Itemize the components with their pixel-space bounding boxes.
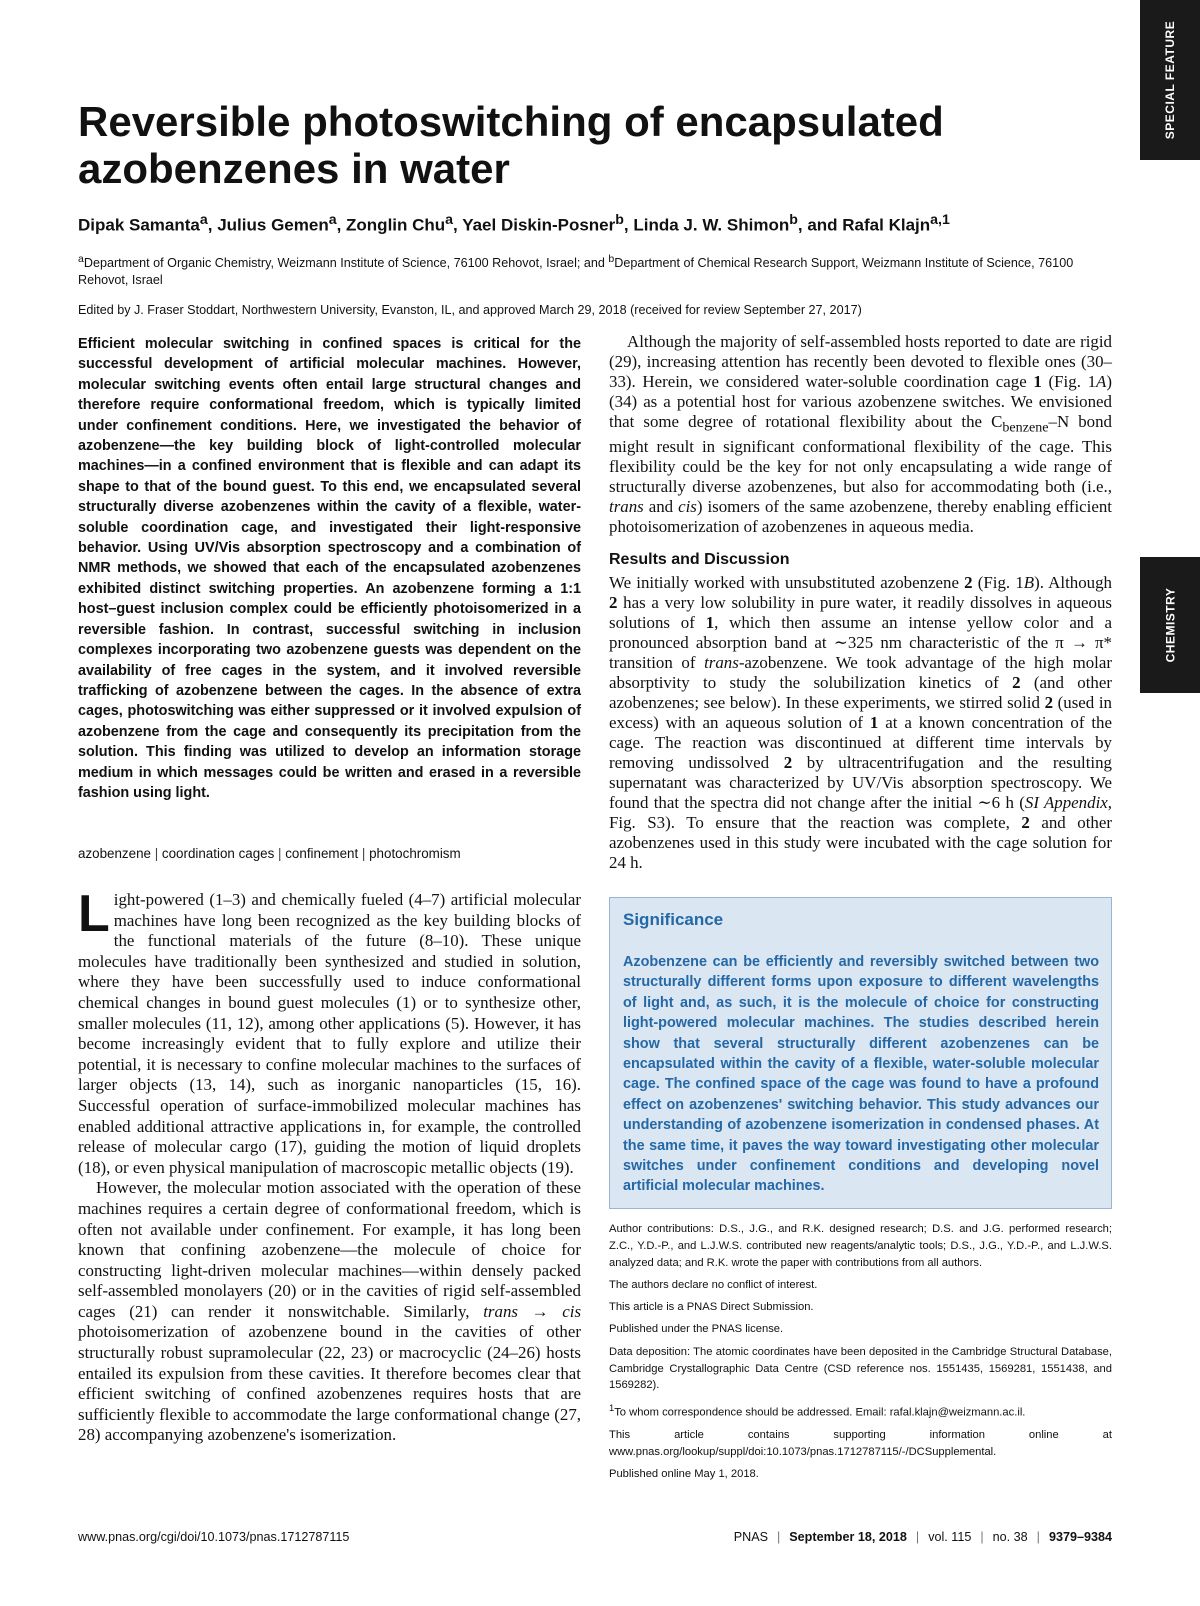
chemistry-tab — [1140, 557, 1200, 693]
affiliation-a: Department of Organic Chemistry, Weizmann Institute of Science, 76100 Rehovot, Israel; and — [83, 256, 609, 271]
subscript: benzene — [1002, 419, 1049, 436]
text-run: by ultracentrifugation and the resulting supernatant was characterized by UV/Vis absorption spectroscopy. We found that the spectra did not change after the initial ∼6 h ( — [609, 753, 1113, 813]
keyword: coordination cages — [161, 846, 275, 861]
text-run: (and other azobenzenes; see below). In these experiments, we stirred solid — [609, 673, 1112, 713]
figure-panel-ref: B — [1023, 573, 1035, 593]
compound-number: 2 — [1012, 673, 1021, 693]
keyword: azobenzene — [78, 846, 151, 861]
footer-separator: | — [1036, 1530, 1040, 1544]
author-affiliation-mark: b — [789, 212, 798, 228]
keyword-separator: | — [274, 846, 286, 861]
affiliations — [78, 251, 1118, 289]
text-run: , Fig. S3). To ensure that the reaction was complete, — [609, 793, 1112, 833]
author-name: Linda J. W. Shimon — [633, 215, 790, 235]
footer-volume: vol. 115 — [928, 1530, 972, 1544]
trans-italic: trans — [704, 653, 739, 673]
special-feature-label: SPECIAL FEATURE — [1163, 20, 1177, 140]
footer-journal: PNAS — [733, 1530, 768, 1544]
correspondence-text: To whom correspondence should be addressed. Email: rafal.klajn@weizmann.ac.il. — [614, 1406, 1026, 1419]
author-name: Julius Gemen — [217, 215, 329, 235]
right-column-text — [609, 332, 1112, 873]
author-name: Dipak Samanta — [78, 215, 200, 235]
text-run: We initially worked with unsubstituted azobenzene — [609, 573, 965, 593]
text-run: (used in excess) with an aqueous solution of — [609, 693, 1113, 733]
author-name: Zonglin Chu — [346, 215, 446, 235]
keywords — [78, 846, 581, 861]
text-run: and other azobenzenes used in this study were incubated with the cage solution for 24 h. — [609, 813, 1112, 873]
footer-citation — [734, 1530, 1112, 1544]
text-run: and — [643, 497, 679, 517]
intro-paragraph-1-text: ight-powered (1–3) and chemically fueled (4–7) artificial molecular machines have long been recognized as the key building blocks of the functional materials of the future (8–10). These unique molecules have traditionally been synthesized and studied in solution, where they have been successfully used to induce conformational chemical changes in bound guest molecules (1) or to synthesize other, smaller molecules (11, 12), among other applications (5). However, it has become increasingly evident that to fully explore and utilize their potential, it is necessary to confine molecular machines to the surfaces of larger objects (13, 14), such as inorganic nanoparticles (15, 16). Successful operation of surface-immobilized molecular machines has enabled additional attractive applications in, for example, the controlled release of molecular cargo (17), guiding the motion of liquid droplets (18), or even physical manipulation of macroscopic metallic objects (19). — [78, 890, 581, 1177]
affiliation-mark-b: b — [608, 253, 615, 265]
compound-number: 1 — [1033, 372, 1042, 391]
compound-number: 1 — [869, 713, 879, 733]
footer-separator: | — [777, 1530, 781, 1544]
cis-italic: cis — [562, 1301, 582, 1321]
supporting-info-note: This article contains supporting information online at www.pnas.org/lookup/suppl/doi:10.1073/pnas.1712787115/-/DCSupplemental. — [609, 1428, 1112, 1458]
conflict-statement: The authors declare no conflict of interest. — [609, 1278, 818, 1291]
special-feature-tab — [1140, 0, 1200, 160]
text-run: (Fig. 1 — [972, 573, 1024, 593]
data-deposition: Data deposition: The atomic coordinates have been deposited in the Cambridge Structural Database, Cambridge Crystallographic Data Centre (CSD reference nos. 1551435, 1569281, 1551438, and 1569282). — [609, 1345, 1112, 1392]
text-run: –N bond might result in significant conformational flexibility of the cage. This flexibility could be the key for not only encapsulating a wide range of structurally diverse azobenzenes, but also for accommodating both (i.e., — [609, 412, 1112, 497]
text-run: However, the molecular motion associated with the operation of these machines requires a certain degree of conformational freedom, which is often not available under confinement. For example, it has long been known that confining azobenzene—the molecule of choice for constructing light-driven molecular machines—within densely packed self-assembled monolayers (20) or in the cavities of rigid self-assembled cages (21) can render it nonswitchable. Similarly, — [78, 1178, 581, 1321]
affiliation-b: Department of Chemical Research Support, Weizmann Institute of Science, 76100 Rehovot, Israel — [78, 256, 1074, 288]
footer-separator: | — [980, 1530, 984, 1544]
author-affiliation-mark: a — [328, 212, 337, 228]
title-line-2: azobenzenes in water — [78, 145, 510, 192]
right-paragraph-2 — [609, 573, 1112, 873]
text-run: at a known concentration of the cage. The reaction was discontinued at different time intervals by removing undissolved — [609, 713, 1112, 773]
author-contributions: Author contributions: D.S., J.G., and R.K. designed research; D.S. and J.G. performed research; Z.C., Y.D.-P., and L.J.W.S. contributed new reagents/analytic tools; D.S., J.G., Y.D.-P., and L.J.W.S. analyzed data; and R.K. wrote the paper with contributions from all authors. — [609, 1223, 1112, 1269]
footer-doi: www.pnas.org/cgi/doi/10.1073/pnas.1712787115 — [78, 1530, 350, 1544]
significance-text: Azobenzene can be efficiently and reversibly switched between two structurally different forms upon exposure to different wavelengths of light and, as such, it is the molecule of choice for constructing light-powered molecular machines. The studies described herein show that several structurally different azobenzenes can be encapsulated within the cavity of a flexible, water-soluble molecular cage. The confined space of the cage was found to have a profound effect on azobenzenes' switching behavior. This study advances our understanding of azobenzene isomerization in condensed phases. At the same time, it paves the way toward investigating other molecular switches under confinement conditions and developing novel artificial molecular machines. — [623, 954, 1099, 1195]
text-run: ) isomers of the same azobenzene, thereby enabling efficient photoisomerization of azobenzenes in aqueous media. — [609, 497, 1112, 537]
abstract: Efficient molecular switching in confined spaces is critical for the successful development of artificial molecular machines. However, molecular switching events often entail large structural changes and therefore require conformational freedom, which is typically limited under confinement conditions. Here, we investigated the behavior of azobenzene—the key building block of light-controlled molecular machines—in a confined environment that is flexible and can adapt its shape to that of the bound guest. To this end, we encapsulated several structurally diverse azobenzenes within the cavity of a flexible, water-soluble coordination cage, and investigated their light-responsive behavior. Using UV/Vis absorption spectroscopy and a combination of NMR methods, we showed that each of the encapsulated azobenzenes exhibited distinct switching properties. An azobenzene forming a 1:1 host–guest inclusion complex could be efficiently photoisomerized in a reversible fashion. In contrast, successful switching in inclusion complexes incorporating two azobenzene guests was dependent on the availability of free cages in the system, and it involved reversible trafficking of azobenzene between the cages. In the absence of extra cages, photoswitching was either suppressed or it involved expulsion of azobenzene from the cage and consequently its precipitation from the solution. This finding was utilized to develop an information storage medium in which messages could be written and erased in a reversible fashion using light. — [78, 336, 581, 801]
text-run: Although the majority of self-assembled hosts reported to date are rigid (29), increasing attention has recently been devoted to flexible ones (30–33). Herein, we considered water-soluble coordination cage — [609, 332, 1112, 391]
published-online-note: Published online May 1, 2018. — [609, 1467, 759, 1480]
cis-italic: cis — [678, 497, 697, 517]
significance-heading: Significance — [623, 910, 724, 929]
footer-number: no. 38 — [992, 1530, 1028, 1544]
compound-number: 2 — [783, 753, 793, 773]
author-name: Rafal Klajn — [842, 215, 931, 235]
author-separator: , — [336, 215, 347, 235]
author-affiliation-mark: a,1 — [930, 212, 950, 228]
keyword-separator: | — [358, 846, 370, 861]
keyword: photochromism — [369, 846, 461, 861]
trans-italic: trans — [483, 1301, 518, 1321]
footer-pages: 9379–9384 — [1048, 1530, 1112, 1544]
drop-cap: L — [78, 885, 110, 943]
author-separator: , and — [797, 215, 843, 235]
correspondence-mark: 1 — [609, 1402, 615, 1413]
footer-date: September 18, 2018 — [789, 1530, 907, 1544]
author-separator: , — [207, 215, 218, 235]
introduction-text — [78, 885, 582, 1446]
text-run: -azobenzene. We took advantage of the high molar absorptivity to study the solubilization kinetics of — [609, 653, 1112, 693]
compound-number: 2 — [609, 593, 618, 613]
text-run: photoisomerization of azobenzene bound in the cavities of other structurally robust supramolecular (22, 23) or macrocyclic (24–26) hosts entailed its expulsion from these cavities. It therefore becomes clear that efficient switching of confined azobenzenes requires hosts that are sufficiently flexible to accommodate the large conformational change (27, 28) accompanying azobenzene's isomerization. — [78, 1322, 581, 1445]
text-run: , which then assume an intense yellow color and a pronounced absorption band at ∼325 nm characteristic of the π → π* transition of — [609, 613, 1112, 673]
text-run: ). Although — [1034, 573, 1112, 593]
direct-submission-note: This article is a PNAS Direct Submission. — [609, 1301, 814, 1314]
correspondence-note — [609, 1400, 1112, 1422]
intro-paragraph-1 — [78, 885, 581, 1178]
edited-by-line: Edited by J. Fraser Stoddart, Northwestern University, Evanston, IL, and approved March 29, 2018 (received for review September 27, 2017) — [78, 303, 862, 317]
compound-number: 2 — [1044, 693, 1054, 713]
compound-number: 2 — [1021, 813, 1030, 833]
author-affiliation-mark: b — [615, 212, 624, 228]
author-list — [78, 212, 1118, 236]
text-run: ) (34) as a potential host for various azobenzene switches. We envisioned that some degree of rotational flexibility about the C — [609, 372, 1112, 431]
figure-panel-ref: A — [1096, 372, 1107, 391]
right-paragraph-1 — [609, 332, 1112, 537]
compound-number: 2 — [964, 573, 973, 593]
intro-paragraph-2 — [78, 1178, 581, 1446]
si-appendix-ref: SI Appendix — [1024, 793, 1108, 813]
footer-separator: | — [915, 1530, 920, 1544]
text-run: has a very low solubility in pure water, it readily dissolves in aqueous solutions of — [609, 593, 1112, 633]
reaction-arrow: → — [517, 1301, 563, 1321]
compound-number: 1 — [705, 613, 715, 633]
significance-box — [609, 897, 1112, 1209]
license-note: Published under the PNAS license. — [609, 1323, 784, 1336]
results-heading: Results and Discussion — [609, 551, 790, 569]
author-separator: , — [453, 215, 463, 235]
chemistry-label: CHEMISTRY — [1163, 587, 1178, 663]
author-separator: , — [623, 215, 634, 235]
trans-italic: trans — [609, 497, 644, 517]
title-line-1: Reversible photoswitching of encapsulated — [78, 98, 944, 145]
author-name: Yael Diskin-Posner — [462, 215, 616, 235]
article-notes — [609, 1221, 1112, 1488]
author-affiliation-mark: a — [199, 212, 208, 228]
text-run: (Fig. 1 — [1041, 372, 1097, 391]
keyword: confinement — [285, 846, 359, 861]
article-title — [78, 98, 1108, 192]
author-affiliation-mark: a — [445, 212, 454, 228]
keyword-separator: | — [150, 846, 162, 861]
affiliation-mark-a: a — [78, 253, 84, 265]
